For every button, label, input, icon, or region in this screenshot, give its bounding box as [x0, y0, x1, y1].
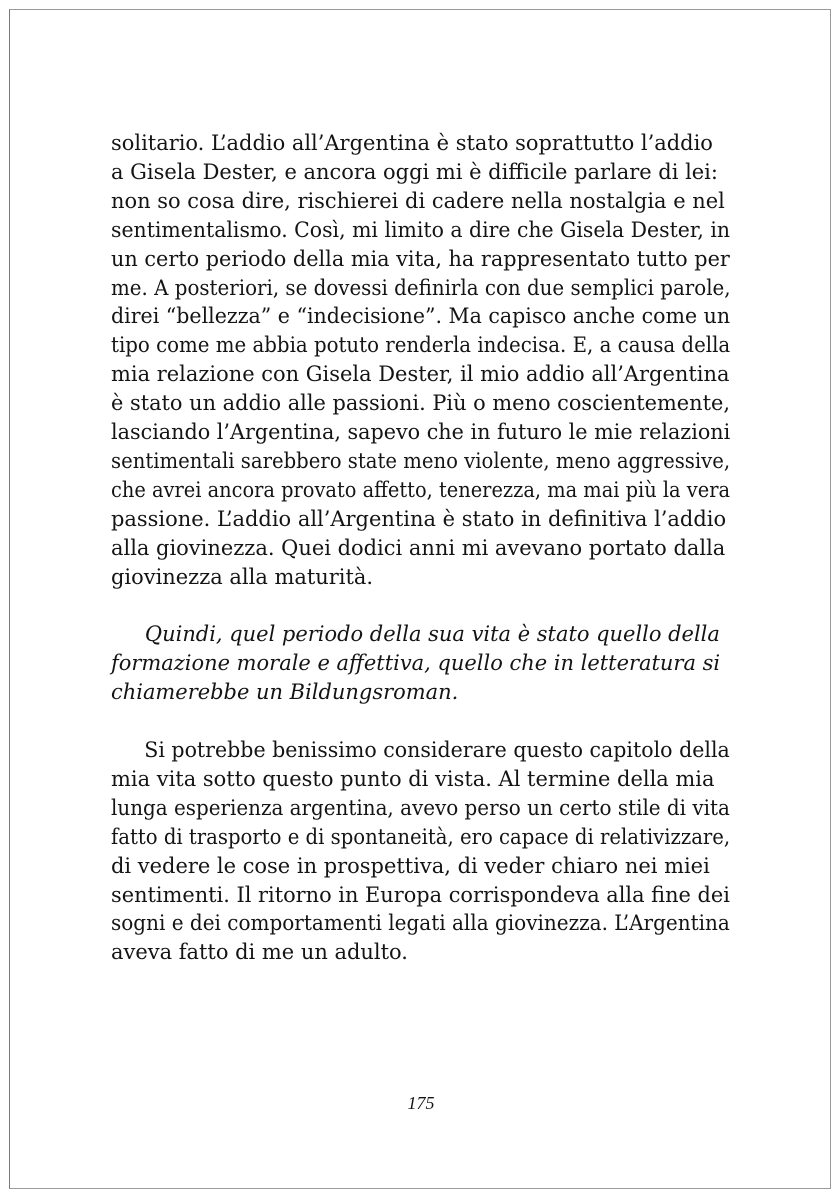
text-line: aveva fatto di me un adulto. — [111, 940, 408, 965]
text-line: sentimentali sarebbero state meno violente, meno aggressive, — [111, 448, 731, 473]
interview-answer — [111, 736, 731, 967]
text-line: passione. L’addio all’Argentina è stato in definitiva l’addio — [111, 506, 727, 531]
text-line: mia vita sotto questo punto di vista. Al termine della mia — [111, 766, 715, 791]
text-line: tipo come me abbia potuto renderla indecisa. E, a causa della — [111, 333, 731, 358]
text-line: a Gisela Dester, e ancora oggi mi è difficile parlare di lei: — [111, 159, 718, 184]
text-line: sentimentalismo. Così, mi limito a dire che Gisela Dester, in — [111, 217, 731, 242]
text-line: sogni e dei comportamenti legati alla giovinezza. L’Argentina — [111, 911, 730, 936]
text-line: me. A posteriori, se dovessi definirla con due semplici parole, — [111, 275, 731, 300]
text-line: non so cosa dire, rischierei di cadere nella nostalgia e nel — [111, 188, 725, 213]
interview-question — [111, 620, 731, 707]
text-line: fatto di trasporto e di spontaneità, ero capace di relativizzare, — [111, 824, 731, 849]
page-number: 175 — [407, 1093, 435, 1113]
text-line: giovinezza alla maturità. — [111, 564, 374, 589]
text-line: mia relazione con Gisela Dester, il mio addio all’Argentina — [111, 362, 730, 387]
text-line: è stato un addio alle passioni. Più o meno coscientemente, — [111, 391, 730, 416]
text-line: sentimenti. Il ritorno in Europa corrispondeva alla fine dei — [111, 882, 730, 907]
paragraph-continuation — [111, 129, 731, 592]
text-line: lasciando l’Argentina, sapevo che in futuro le mie relazioni — [111, 420, 731, 445]
text-line: solitario. L’addio all’Argentina è stato soprattutto l’addio — [111, 131, 713, 155]
text-line: lunga esperienza argentina, avevo perso un certo stile di vita — [111, 795, 730, 820]
text-line: che avrei ancora provato affetto, tenerezza, ma mai più la vera — [111, 477, 731, 502]
text-line: Si potrebbe benissimo considerare questo capitolo della — [144, 738, 730, 762]
text-line: chiamerebbe un Bildungsroman. — [111, 680, 459, 705]
text-line: formazione morale e affettiva, quello che in letteratura si — [111, 651, 721, 676]
book-page — [9, 9, 831, 1189]
text-line: un certo periodo della mia vita, ha rappresentato tutto per — [111, 246, 730, 271]
text-line: di vedere le cose in prospettiva, di veder chiaro nei miei — [111, 853, 710, 878]
text-line: alla giovinezza. Quei dodici anni mi avevano portato dalla — [111, 535, 726, 560]
text-line: direi “bellezza” e “indecisione”. Ma capisco anche come un — [111, 304, 731, 329]
text-line: Quindi, quel periodo della sua vita è stato quello della — [144, 622, 720, 647]
body-text — [111, 129, 731, 996]
